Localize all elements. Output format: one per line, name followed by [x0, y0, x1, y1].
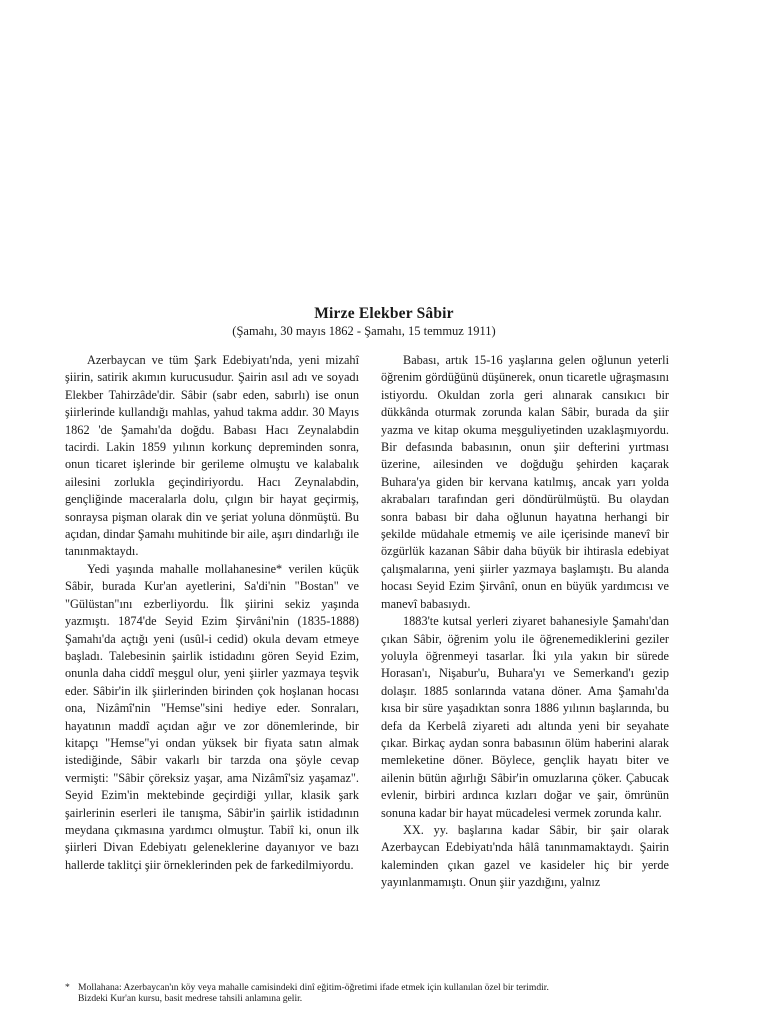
paragraph: XX. yy. başlarına kadar Sâbir, bir şair olarak Azerbaycan Edebiyatı'nda hâlâ tanınmamaktaydı. Şairin kaleminden çıkan gazel ve kasideler hiç bir yerde yayınlanmamıştı. Onun şiir yazdığını, yalnız: [381, 822, 669, 890]
footnote-line: Mollahana: Azerbaycan'ın köy veya mahalle camisindeki dinî eğitim-öğretimi ifade etmek için kullanılan özel bir terimdir.: [78, 982, 549, 993]
footnote-line: Bizdeki Kur'an kursu, basit medrese tahsili anlamına gelir.: [78, 993, 303, 1005]
page-subtitle: (Şamahı, 30 mayıs 1862 - Şamahı, 15 temmuz 1911): [232, 324, 496, 338]
right-column: [381, 352, 669, 892]
paragraph: Azerbaycan ve tüm Şark Edebiyatı'nda, yeni mizahî şiirin, satirik akımın kurucusudur. Şairin asıl adı ve soyadı Elekber Tahirzâde'dir. Sâbir (sabr eden, sabırlı) ise onun şiirlerinde kullandığı mahlas, yahud takma addır. 30 Mayıs 1862 'de Şamahı'da doğdu. Babası Hacı Zeynalabdin tacirdi. Lakin 1859 yılının korkunç depreminden sonra, onun ticaret işlerinde bir gerileme olmuştu ve kalabalık ailesini zorlukla geçindiriyordu. Hacı Zeynalabdin, gençliğinde maceralarla dolu, çılgın bir hayat geçirmiş, sonraysa pişman olarak din ve şeriat yoluna dönmüştü. Bu açıdan, dindar Şamahı muhitinde bir aile, aşırı dindarlığı ile tanınmaktaydı.: [65, 353, 359, 559]
paragraph: Babası, artık 15-16 yaşlarına gelen oğlunun yeterli öğrenim gördüğünü düşünerek, onun ticaretle uğraşmasını istiyordu. Okuldan zorla geri alınarak cansıkıcı bir dükkânda oturmak zorunda kalan Sâbir, burada da şiir yazma ve kitap okuma meşguliyetinden uzaklaşmıyordu. Bir defasında babasının, onun şiir defterini yırtması üzerine, ailesinden ve doğduğu şehirden kaçarak Buhara'ya giden bir kervana katılmış, ancak yarı yolda akrabaları tarafından geri döndürülmüştü. Bu olaydan sonra babası bir daha oğlunun hayatına herhangi bir şekilde müdahale etmemiş ve aile içerisinde manevî bir özgürlük kazanan Sâbir daha büyük bir ihtirasla edebiyat çalışmalarına, yeni şiirler yazmaya başlamıştı. Bu alanda hocası Seyid Ezim Şirvânî, onun en büyük yardımcısı ve manevî babasıydı.: [381, 353, 669, 611]
footnote-marker: *: [65, 982, 70, 993]
page-title: Mirze Elekber Sâbir: [314, 305, 454, 322]
left-column: [65, 352, 359, 874]
paragraph: 1883'te kutsal yerleri ziyaret bahanesiyle Şamahı'dan çıkan Sâbir, öğrenim yolu ile öğrenemediklerini geziler yoluyla öğrenmeyi tasarlar. İki yıla yakın bir sürede Horasan'ı, Nişabur'u, Buhara'yı ve Semerkand'ı gezip dolaşır. 1885 sonlarında vatana döner. Ama Şamahı'da kısa bir süre yaşadıktan sonra 1886 yılının başlarında, bu defa da Kerbelâ ziyareti adı altında yeni bir seyahate çıkar. Birkaç aydan sonra babasının ölüm haberini alarak memleketine döner. Böylece, gençlik hayatı biter ve ailenin bütün ağırlığı Sâbir'in omuzlarına çöker. Çabucak evlenir, birbiri ardınca kızları doğar ve şair, ömrünün sonuna kadar bir hayat mücadelesi vermek zorunda kalır.: [381, 614, 669, 820]
paragraph: Yedi yaşında mahalle mollahanesine* verilen küçük Sâbir, burada Kur'an ayetlerini, Sa'di'nin "Bostan" ve "Gülüstan"ını ezberliyordu. İlk şiirini sekiz yaşında yazmıştı. 1874'de Seyid Ezim Şirvâni'nin (1835-1888) Şamahı'da açtığı yeni (usûl-i cedid) okula devam etmeye başladı. Talebesinin şairlik istidadını gören Seyid Ezim, onunla daha ciddî meşgul olur, yeni şiirler yazmaya teşvik eder. Sâbir'in ilk şiirlerinden birinden çok hoşlanan hocası ona, Nizâmî'nin "Hemse"sini hediye eder. Sonraları, hayatının maddî açıdan ağır ve zor dönemlerinde, bir kitapçı "Hemse"yi ondan yüksek bir fiyata satın almak istediğinde, Sâbir vakarlı bir tarzda ona şöyle cevap vermişti: "Sâbir çöreksiz yaşar, ama Nizâmî'siz yaşamaz". Seyid Ezim'in mektebinde geçirdiği yıllar, klasik şark şairlerinin eserleri ile tanışma, Sâbir'in şairlik istidadının meydana çıkmasına yardımcı olmuştur. Tabiî ki, onun ilk şiirleri Divan Edebiyatı geleneklerine dayanıyor ve bazı hallerde taklitçi şiir örneklerinden pek de farkedilmiyordu.: [65, 561, 359, 872]
footnote: [65, 982, 705, 1004]
